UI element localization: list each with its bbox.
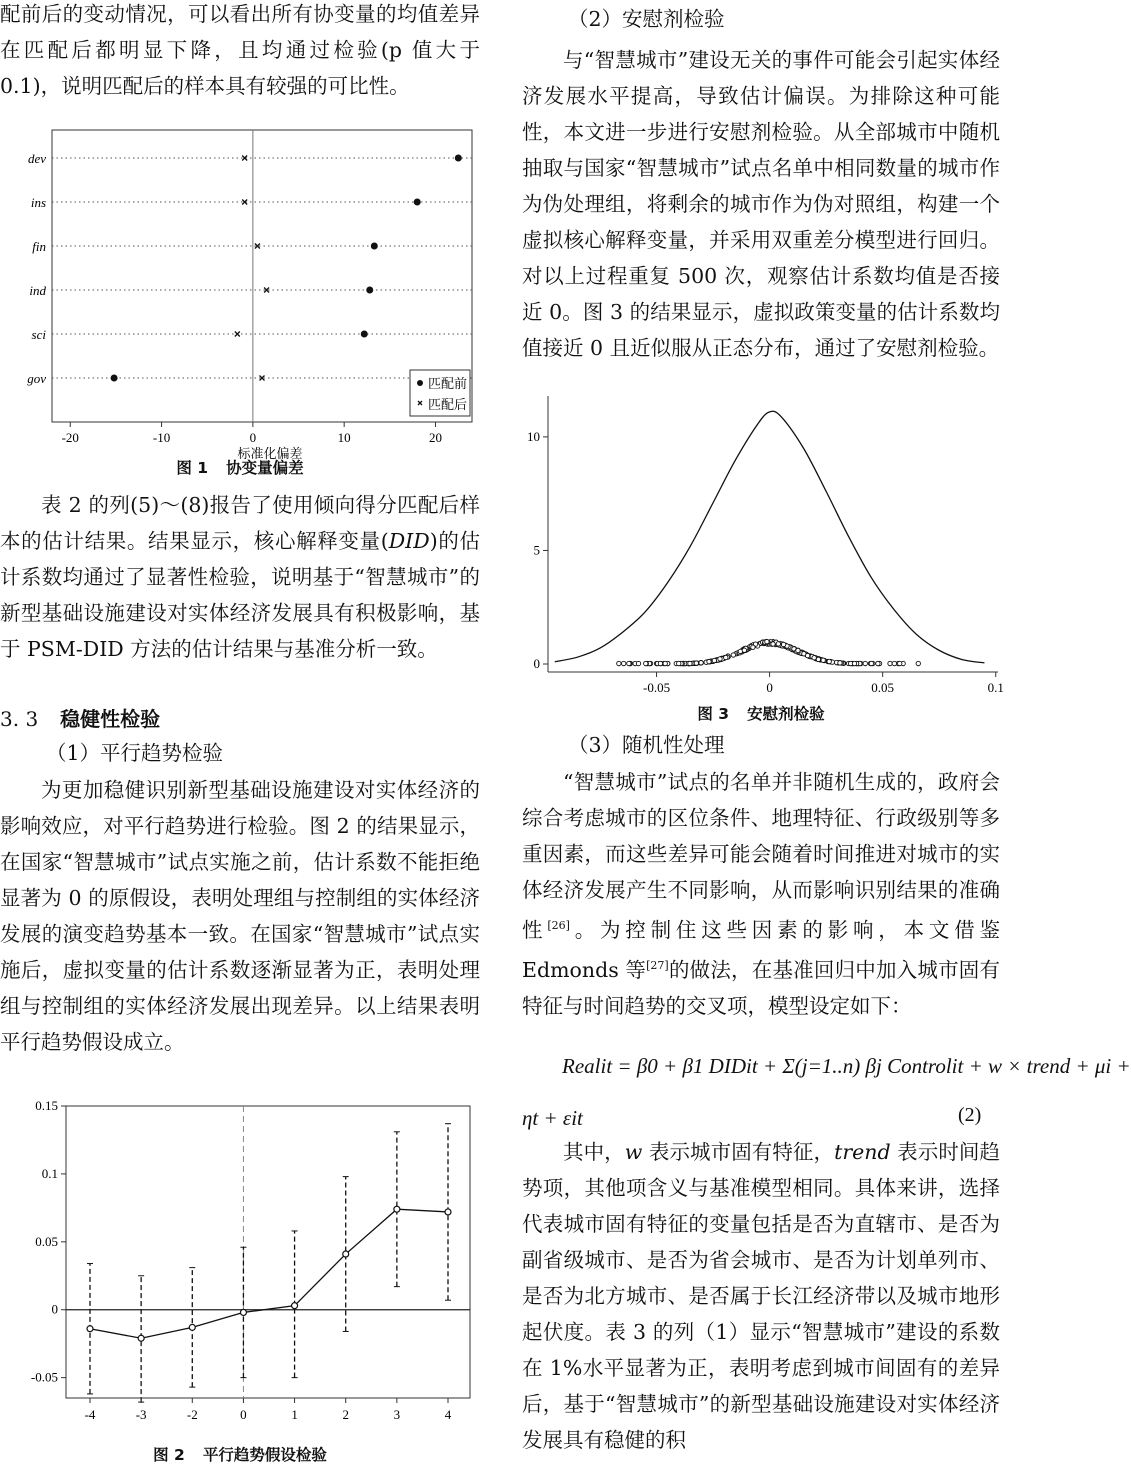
x-tick-label: 0 [240,1407,247,1422]
post-equation-paragraph [522,1134,1000,1458]
x-tick-label: 0.05 [871,680,895,695]
equation-number: (2) [958,1104,982,1126]
placebo-estimate-point [827,659,831,663]
x-tick-label: -10 [152,430,171,445]
x-tick-label: -4 [84,1407,96,1422]
placebo-estimate-point [617,661,621,665]
placebo-estimate-points [617,639,921,665]
y-tick-label: 10 [527,428,540,444]
table2-paragraph-text-a: 表 2 的列(5)～(8)报告了使用倾向得分匹配后样本的估计结果。结果显示，核心解释变量( [0,493,480,553]
estimate-point [445,1209,451,1215]
placebo-estimate-point [677,661,681,665]
placebo-estimate-point [731,653,735,657]
estimate-point [292,1303,298,1309]
estimate-point [189,1324,195,1330]
y-tick-label: 5 [533,542,540,558]
randomness-paragraph [522,764,1000,1024]
before-match-point-fin [371,243,378,250]
randomness-text-a: “智慧城市”试点的名单并非随机生成的，政府会综合考虑城市的区位条件、地理特征、行政级别等多重因素，而这些差异可能会随着时间推进对城市的实体经济发展产生不同影响，从而影响识别结果的准确性 [522,770,1000,942]
placebo-estimate-point [724,655,728,659]
x-axis-label: 标准化偏差 [237,447,303,462]
equation-line-1-text: Realit = β0 + β1 DIDit + Σ(j=1..n) βj Controlit + w × trend + μi + [562,1054,1131,1078]
placebo-estimate-point [636,661,640,665]
x-tick-label: 20 [428,430,442,445]
did-term: DID [388,529,430,553]
section-number: 3. 3 [0,707,39,731]
estimate-point [343,1251,349,1257]
figure-3-caption [522,702,1000,724]
citation-27[interactable]: [27] [646,958,669,972]
density-curve [555,411,985,663]
equation-line-2-text: ηt + εit [522,1106,583,1130]
citation-26[interactable]: [26] [547,919,570,932]
placebo-estimate-point [821,658,825,662]
placebo-estimate-point [805,653,809,657]
placebo-estimate-point [838,661,842,665]
x-tick-label: -2 [186,1407,198,1422]
legend-after-label: 匹配后 [428,398,468,413]
category-label-fin: fin [32,239,46,254]
section-title: 稳健性检验 [60,707,161,731]
placebo-estimate-point [658,661,662,665]
figure-2-caption [0,1443,480,1465]
subsection-parallel-trend-heading: （1）平行趋势检验 [46,741,224,765]
var-w: w [624,1140,643,1164]
placebo-estimate-point [742,648,746,652]
placebo-estimate-point [707,659,711,663]
after-match-point-sci [235,332,240,337]
placebo-estimate-point [694,661,698,665]
section-3-3-heading [0,704,160,734]
figure-1-caption-number: 图 1 [176,459,209,477]
placebo-estimate-point [688,661,692,665]
figure-1-caption-title: 协变量偏差 [226,459,304,477]
figure-2-caption-number: 图 2 [153,1446,185,1464]
var-trend: trend [834,1140,891,1164]
legend-before-label: 匹配前 [428,377,468,392]
placebo-estimate-point [916,661,920,665]
placebo-estimate-point [644,661,648,665]
plot-frame [66,1106,470,1398]
placebo-estimate-point [627,661,631,665]
placebo-estimate-point [663,661,667,665]
x-tick-label: 0.1 [987,680,1004,695]
table2-paragraph [0,487,480,667]
equation-2-line-2 [522,1106,583,1131]
estimate-point [240,1309,246,1315]
subsection-placebo-heading: （2）安慰剂检验 [568,7,725,31]
estimate-point [87,1326,93,1332]
category-label-ins: ins [30,195,46,210]
figure-3-placebo-density-chart [522,392,1004,695]
figure-2-parallel-trend-chart [0,1098,480,1448]
placebo-estimate-point [816,657,820,661]
placebo-estimate-point [781,642,785,646]
figure-1-caption [0,456,480,478]
post-eq-text-b: 表示城市固有特征， [642,1140,835,1164]
placebo-estimate-point [699,661,703,665]
x-tick-label: 0 [249,430,257,445]
x-tick-label: 2 [342,1407,349,1422]
y-tick-label: -0.05 [30,1369,58,1385]
figure-3-caption-number: 图 3 [697,705,730,723]
estimate-point [394,1206,400,1212]
figure-2-caption-title: 平行趋势假设检验 [202,1446,327,1464]
x-tick-label: 1 [291,1407,298,1422]
randomness-text-b: 。为控制住这些因素的影响，本文借鉴 Edmonds 等 [522,917,1001,982]
placebo-estimate-point [892,661,896,665]
y-tick-label: 0 [51,1301,58,1317]
before-match-point-ind [366,287,373,294]
post-eq-text-c: 表示时间趋势项，其他项含义与基准模型相同。具体来讲，选择代表城市固有特征的变量包括是否为直辖市、是否为副省级城市、是否为省会城市、是否为计划单列市、是否为北方城市、是否属于长江经济带以及城市地形起伏度。表 3 的列（1）显示“智慧城市”建设的系数在 1%水平显著为正，表明考虑到城市间固有的差异后，基于“智慧城市”的新型基础设施建设对实体经济发展具有稳健的积 [522,1140,1000,1452]
placebo-estimate-point [712,658,716,662]
placebo-estimate-point [765,639,769,643]
placebo-estimate-point [796,648,800,652]
x-tick-label: 4 [444,1407,452,1422]
x-tick-label: -3 [135,1407,147,1422]
placebo-estimate-point [869,661,873,665]
category-label-sci: sci [31,327,46,342]
placebo-estimate-point [771,642,775,646]
placebo-estimate-point [751,645,755,649]
placebo-paragraph: 与“智慧城市”建设无关的事件可能会引起实体经济发展水平提高，导致估计偏误。为排除这种可能性，本文进一步进行安慰剂检验。从全部城市中随机抽取与国家“智慧城市”试点名单中相同数量的城市作为伪处理组，将剩余的城市作为伪对照组，构建一个虚拟核心解释变量，并采用双重差分模型进行回归。对以上过程重复 500 次，观察估计系数均值是否接近 0。图 3 的结果显示，虚拟政策变量的估计系数均值接近 0 且近似服从正态分布，通过了安慰剂检验。 [522,48,1000,360]
randomness-text-c: 的做法，在基准回归中加入城市固有特征与时间趋势的交叉项，模型设定如下： [522,957,1000,1018]
before-match-point-sci [361,331,368,338]
table2-paragraph-text-b: )的估计系数均通过了显著性检验，说明基于“智慧城市”的新型基础设施建设对实体经济发展具有积极影响，基于 PSM-DID 方法的估计结果与基准分析一致。 [0,529,481,661]
subsection-randomness-heading: （3）随机性处理 [568,733,725,757]
category-label-gov: gov [27,371,46,386]
x-tick-label: 10 [337,430,351,445]
placebo-estimate-point [812,655,816,659]
equation-2-line-1 [562,1054,1131,1079]
placebo-estimate-point [863,661,867,665]
placebo-estimate-point [852,661,856,665]
x-tick-label: 3 [393,1407,401,1422]
y-tick-label: 0 [533,656,540,671]
category-label-ind: ind [29,283,46,298]
x-tick-label: -0.05 [642,680,671,695]
estimate-point [138,1335,144,1341]
placebo-estimate-point [718,657,722,661]
figure-1-covariate-bias-chart [0,122,480,462]
parallel-trend-paragraph: 为更加稳健识别新型基础设施建设对实体经济的影响效应，对平行趋势进行检验。图 2 的结果显示，在国家“智慧城市”试点实施之前，估计系数不能拒绝显著为 0 的原假设，表明处理组与控制组的实体经济发展的演变趋势基本一致。在国家“智慧城市”试点实施后，虚拟变量的估计系数逐渐显著为正，表明处理组与控制组的实体经济发展出现差异。以上结果表明平行趋势假设成立。 [0,778,480,1054]
legend-before-marker [417,380,423,386]
before-match-point-gov [111,375,118,382]
y-tick-label: 0.05 [35,1233,58,1249]
placebo-estimate-point [776,642,780,646]
post-eq-text-a: 其中， [563,1140,625,1164]
placebo-estimate-point [621,661,625,665]
placebo-estimate-point [876,661,880,665]
x-tick-label: 0 [766,680,773,695]
before-match-point-dev [455,155,462,162]
x-tick-label: -20 [61,430,79,445]
y-tick-label: 0.1 [41,1165,58,1181]
intro-paragraph: 配前后的变动情况，可以看出所有协变量的均值差异在匹配后都明显下降，且均通过检验(p 值大于 0.1)，说明匹配后的样本具有较强的可比性。 [0,2,480,98]
category-label-dev: dev [27,151,46,166]
placebo-estimate-point [898,661,902,665]
before-match-point-ins [414,199,421,206]
estimate-line [90,1209,448,1338]
y-tick-label: 0.15 [35,1098,58,1113]
figure-3-caption-title: 安慰剂检验 [747,705,825,723]
placebo-estimate-point [888,661,892,665]
